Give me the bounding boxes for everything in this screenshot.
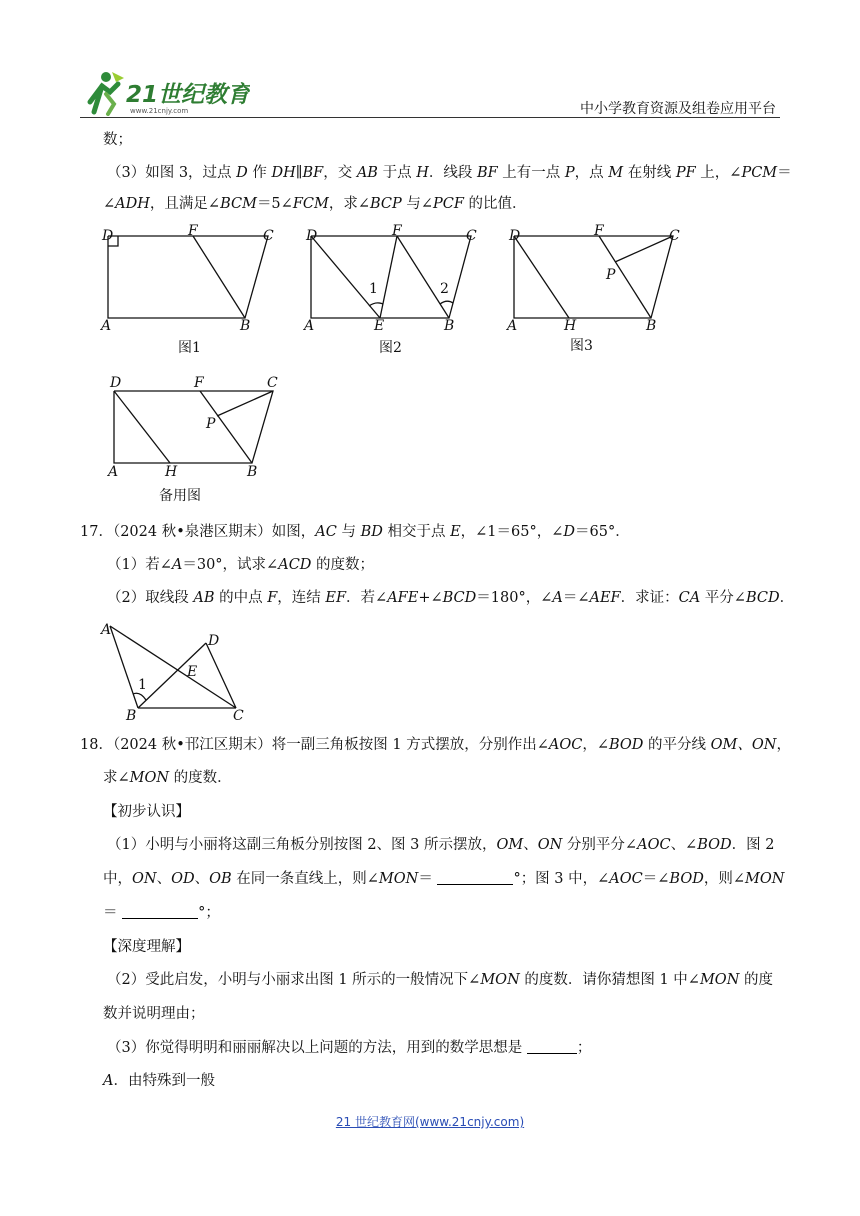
q17-label-a: A <box>101 622 112 638</box>
header-divider <box>80 117 780 118</box>
spare-figure <box>100 372 300 508</box>
fig3-label-a: A <box>507 318 518 334</box>
q17-figure <box>98 614 248 724</box>
answer-blank-3[interactable] <box>527 1039 577 1054</box>
spare-label-c: C <box>267 375 278 391</box>
answer-blank-1[interactable] <box>437 870 513 885</box>
fig2-label-f: F <box>392 224 402 239</box>
spare-label-f: F <box>194 375 204 391</box>
fig1-label-b: B <box>240 318 251 334</box>
fig3-label-b: B <box>646 318 657 334</box>
q18-option-a: A．由特殊到一般 <box>103 1073 215 1089</box>
fig2-label-a: A <box>304 318 315 334</box>
answer-blank-2[interactable] <box>122 904 198 919</box>
fig3-dh <box>514 236 569 318</box>
fig1-label-c: C <box>263 228 274 244</box>
fig1-quad <box>108 236 268 318</box>
fig1-caption: 图1 <box>178 340 201 356</box>
fig1-label-a: A <box>101 318 112 334</box>
q18-part1-line2: 中，ON、OD、OB 在同一条直线上，则∠MON＝ °；图 3 中，∠AOC＝∠BOD，则∠MON <box>103 871 785 887</box>
spare-caption: 备用图 <box>159 488 201 504</box>
q17-label-b: B <box>126 708 137 724</box>
fig2-fb <box>397 236 449 318</box>
fig3-label-p: P <box>606 267 616 283</box>
q16-part3-line2: ∠ADH，且满足∠BCM＝5∠FCM，求∠BCP 与∠PCF 的比值． <box>103 196 527 212</box>
spare-dh <box>114 391 170 463</box>
fig3-label-c: C <box>669 228 680 244</box>
spare-label-a: A <box>108 464 119 480</box>
q18-part2-line1: （2）受此启发，小明与小丽求出图 1 所示的一般情况下∠MON 的度数．请你猜想图 1 中∠MON 的度 <box>107 972 773 988</box>
fig2-angle1-arc <box>369 303 383 306</box>
q17-part2: （2）取线段 AB 的中点 F，连结 EF．若∠AFE+∠BCD＝180°，∠A＝∠AEF．求证：CA 平分∠BCD． <box>107 590 795 606</box>
spare-label-h: H <box>165 464 178 480</box>
q16-part3-line1: （3）如图 3，过点 D 作 DH∥BF，交 AB 于点 H．线段 BF 上有一点 P，点 M 在射线 PF 上，∠PCM＝ <box>107 165 792 181</box>
fig2-label-e: E <box>374 318 385 334</box>
fig2-label-d: D <box>306 228 318 244</box>
logo-text: 21世纪教育 <box>126 82 250 108</box>
figure-3 <box>514 236 673 318</box>
figure-1 <box>108 236 268 318</box>
q18-stem-line2: 求∠MON 的度数． <box>103 770 232 786</box>
q17-label-c: C <box>233 708 244 724</box>
platform-name: 中小学教育资源及组卷应用平台 <box>580 101 776 117</box>
q17-stem: 17．（2024 秋•泉港区期末）如图，AC 与 BD 相交于点 E，∠1＝65°，∠D＝65°． <box>80 524 630 540</box>
fig3-caption: 图3 <box>570 338 593 354</box>
site-logo <box>80 68 250 116</box>
q18-stem-line1: 18．（2024 秋•邗江区期末）将一副三角板按图 1 方式摆放，分别作出∠AOC，∠BOD 的平分线 OM、ON， <box>80 737 791 753</box>
fig2-angle2-label: 2 <box>440 281 449 297</box>
spare-label-b: B <box>247 464 258 480</box>
spare-label-p: P <box>206 416 216 432</box>
fig2-label-c: C <box>466 228 477 244</box>
q18-part3: （3）你觉得明明和丽丽解决以上问题的方法，用到的数学思想是 ； <box>107 1040 592 1056</box>
runner-icon <box>90 72 124 114</box>
fig2-angle1-label: 1 <box>369 281 378 297</box>
logo-sub: www.21cnjy.com <box>130 107 189 115</box>
fig3-label-d: D <box>509 228 521 244</box>
fig3-pc <box>615 236 673 262</box>
q18-part1-line1: （1）小明与小丽将这副三角板分别按图 2、图 3 所示摆放，OM、ON 分别平分∠AOC、∠BOD．图 2 <box>107 837 775 853</box>
fig2-label-b: B <box>444 318 455 334</box>
spare-label-d: D <box>110 375 122 391</box>
fig2-ef <box>380 236 397 318</box>
q16-cont: 数； <box>103 132 132 148</box>
fig3-quad <box>514 236 673 318</box>
q17-angle1-label: 1 <box>138 677 147 693</box>
page-header <box>80 62 780 118</box>
q17-ab <box>110 626 138 708</box>
figure-2 <box>311 236 471 318</box>
fig3-label-f: F <box>594 224 604 239</box>
fig2-caption: 图2 <box>379 340 402 356</box>
q18-section-initial: 【初步认识】 <box>103 804 190 820</box>
fig3-label-h: H <box>564 318 577 334</box>
q16-figures <box>96 224 696 364</box>
fig2-angle2-arc <box>440 301 453 304</box>
fig1-label-d: D <box>102 228 114 244</box>
q18-part1-line3: ＝ °； <box>103 905 220 921</box>
fig2-quad <box>311 236 471 318</box>
q17-label-e: E <box>187 664 198 680</box>
q17-part1: （1）若∠A＝30°，试求∠ACD 的度数； <box>107 557 375 573</box>
footer-link[interactable]: 21 世纪教育网(www.21cnjy.com) <box>335 1115 525 1129</box>
q18-section-deep: 【深度理解】 <box>103 939 190 955</box>
fig1-bf <box>193 236 245 318</box>
spare-pc <box>217 391 273 416</box>
fig1-label-f: F <box>188 224 198 239</box>
q17-label-d: D <box>208 633 220 649</box>
q18-part2-line2: 数并说明理由； <box>103 1006 205 1022</box>
